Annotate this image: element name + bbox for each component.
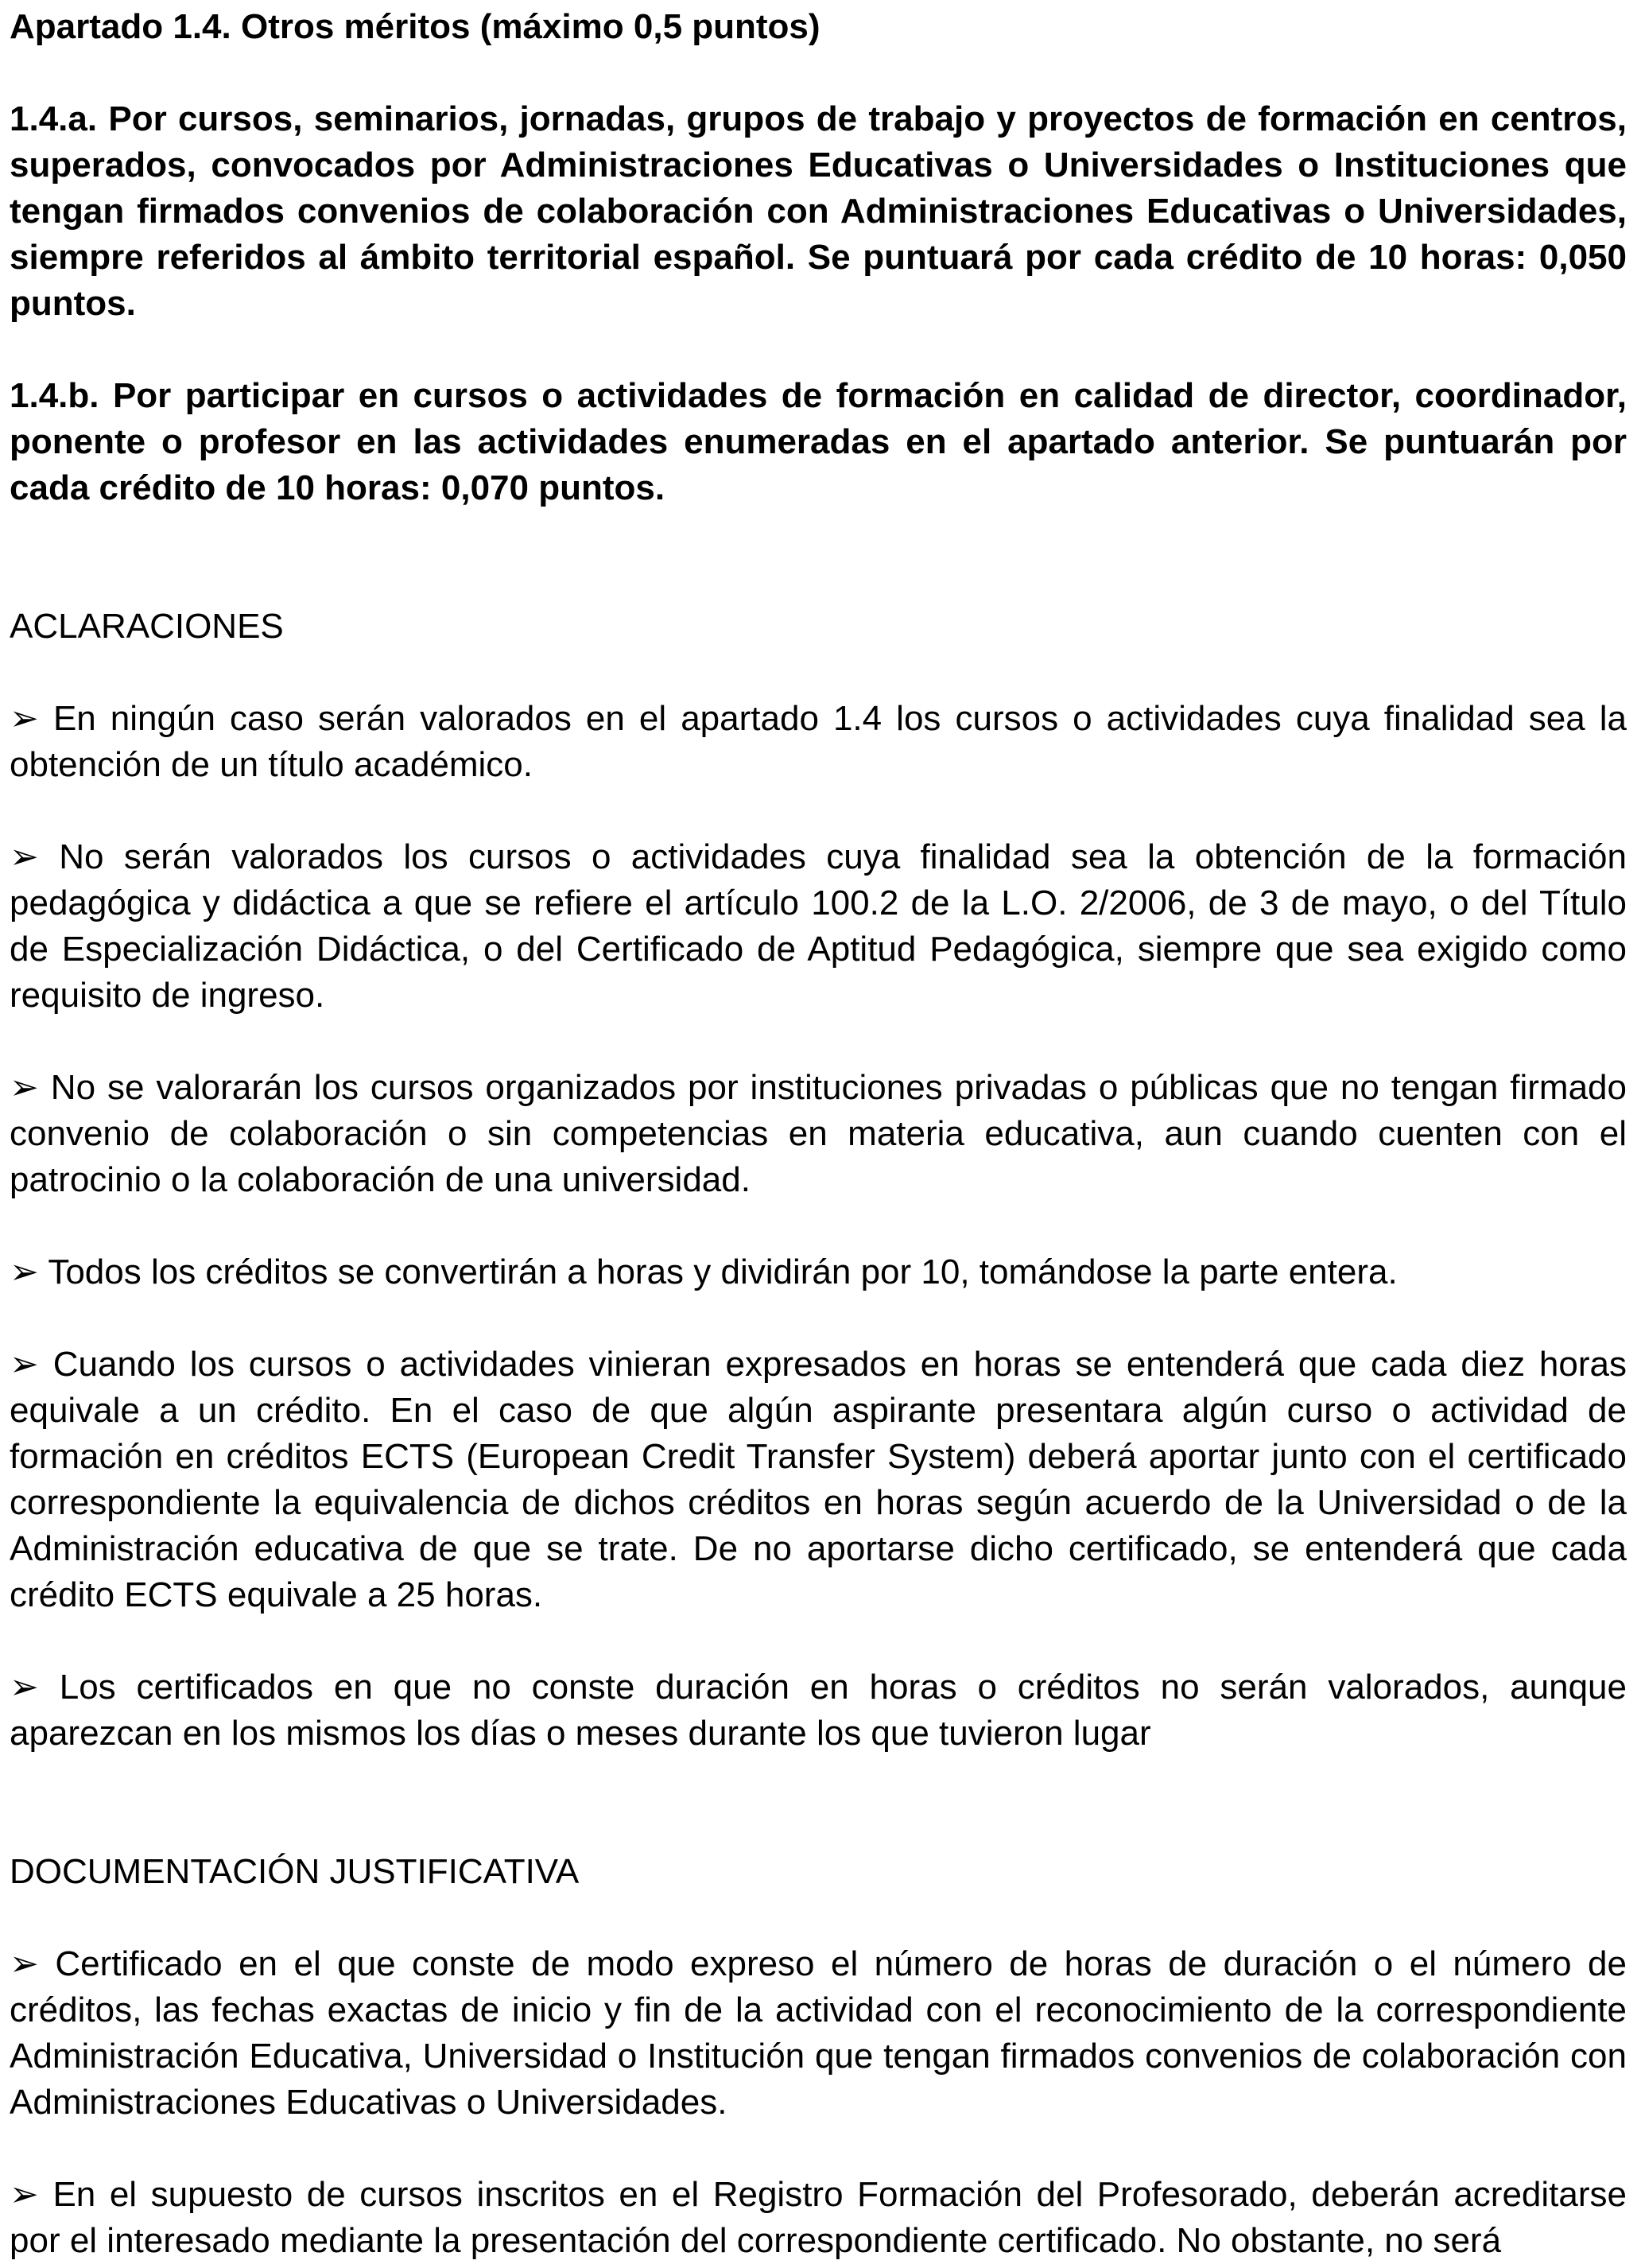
bullet-arrow-icon: ➢ <box>10 2175 39 2214</box>
bullet-arrow-icon: ➢ <box>10 837 39 876</box>
bullet-arrow-icon: ➢ <box>10 1944 39 1983</box>
bullet-text: No se valorarán los cursos organizados por instituciones privadas o públicas que no tengan firmado convenio de colaboración o sin competencias en materia educativa, aun cuando cuenten con el patrocinio o la colaboración de una universidad. <box>10 1068 1627 1199</box>
bullet-arrow-icon: ➢ <box>10 1252 39 1291</box>
bullet-text: Los certificados en que no conste duración en horas o créditos no serán valorados, aunque aparezcan en los mismos los días o meses durante los que tuvieron lugar <box>10 1668 1627 1753</box>
paragraph: 1.4.a. Por cursos, seminarios, jornadas, grupos de trabajo y proyectos de formación en centros, superados, convocados por Administraciones Educativas o Universidades o Instituciones que tengan firmados convenios de colaboración con Administraciones Educativas o Universidades, siempre referidos al ámbito territorial español. Se puntuará por cada crédito de 10 horas: 0,050 puntos. <box>10 99 1627 323</box>
section-heading: DOCUMENTACIÓN JUSTIFICATIVA <box>10 1852 580 1891</box>
bullet-arrow-icon: ➢ <box>10 1668 39 1707</box>
bullet-item <box>10 1249 1627 1295</box>
bullet-item <box>10 1941 1627 2126</box>
bullet-text: Todos los créditos se convertirán a horas y dividirán por 10, tomándose la parte entera. <box>48 1252 1398 1291</box>
document-body <box>10 96 1627 2264</box>
bullet-item <box>10 696 1627 788</box>
bullet-item <box>10 834 1627 1019</box>
bullet-arrow-icon: ➢ <box>10 699 39 738</box>
bullet-text: Cuando los cursos o actividades vinieran expresados en horas se entenderá que cada diez horas equivale a un crédito. En el caso de que algún aspirante presentara algún curso o actividad de formación en créditos ECTS (European Credit Transfer System) deberá aportar junto con el certificado correspondiente la equivalencia de dichos créditos en horas según acuerdo de la Universidad o de la Administración educativa de que se trate. De no aportarse dicho certificado, se entenderá que cada crédito ECTS equivale a 25 horas. <box>10 1345 1627 1614</box>
bullet-text: Certificado en el que conste de modo expreso el número de horas de duración o el número de créditos, las fechas exactas de inicio y fin de la actividad con el reconocimiento de la correspondiente Administración Educativa, Universidad o Institución que tengan firmados convenios de colaboración con Administraciones Educativas o Universidades. <box>10 1944 1627 2122</box>
document-title: Apartado 1.4. Otros méritos (máximo 0,5 puntos) <box>10 7 820 46</box>
bullet-item <box>10 1065 1627 1203</box>
bullet-arrow-icon: ➢ <box>10 1068 39 1107</box>
bullet-text: En ningún caso serán valorados en el apartado 1.4 los cursos o actividades cuya finalidad sea la obtención de un título académico. <box>10 699 1627 784</box>
bullet-text: No serán valorados los cursos o actividades cuya finalidad sea la obtención de la formación pedagógica y didáctica a que se refiere el artículo 100.2 de la L.O. 2/2006, de 3 de mayo, o del Título de Especialización Didáctica, o del Certificado de Aptitud Pedagógica, siempre que sea exigido como requisito de ingreso. <box>10 837 1627 1015</box>
bullet-item <box>10 1664 1627 1757</box>
paragraph: 1.4.b. Por participar en cursos o actividades de formación en calidad de director, coordinador, ponente o profesor en las actividades enumeradas en el apartado anterior. Se puntuarán por cada crédito de 10 horas: 0,070 puntos. <box>10 376 1627 507</box>
bullet-item <box>10 2172 1627 2264</box>
bullet-item <box>10 1342 1627 1618</box>
bullet-text: En el supuesto de cursos inscritos en el Registro Formación del Profesorado, deberán acreditarse por el interesado mediante la presentación del correspondiente certificado. No obstante, no será <box>10 2175 1627 2260</box>
bullet-arrow-icon: ➢ <box>10 1345 39 1384</box>
section-heading: ACLARACIONES <box>10 607 284 646</box>
